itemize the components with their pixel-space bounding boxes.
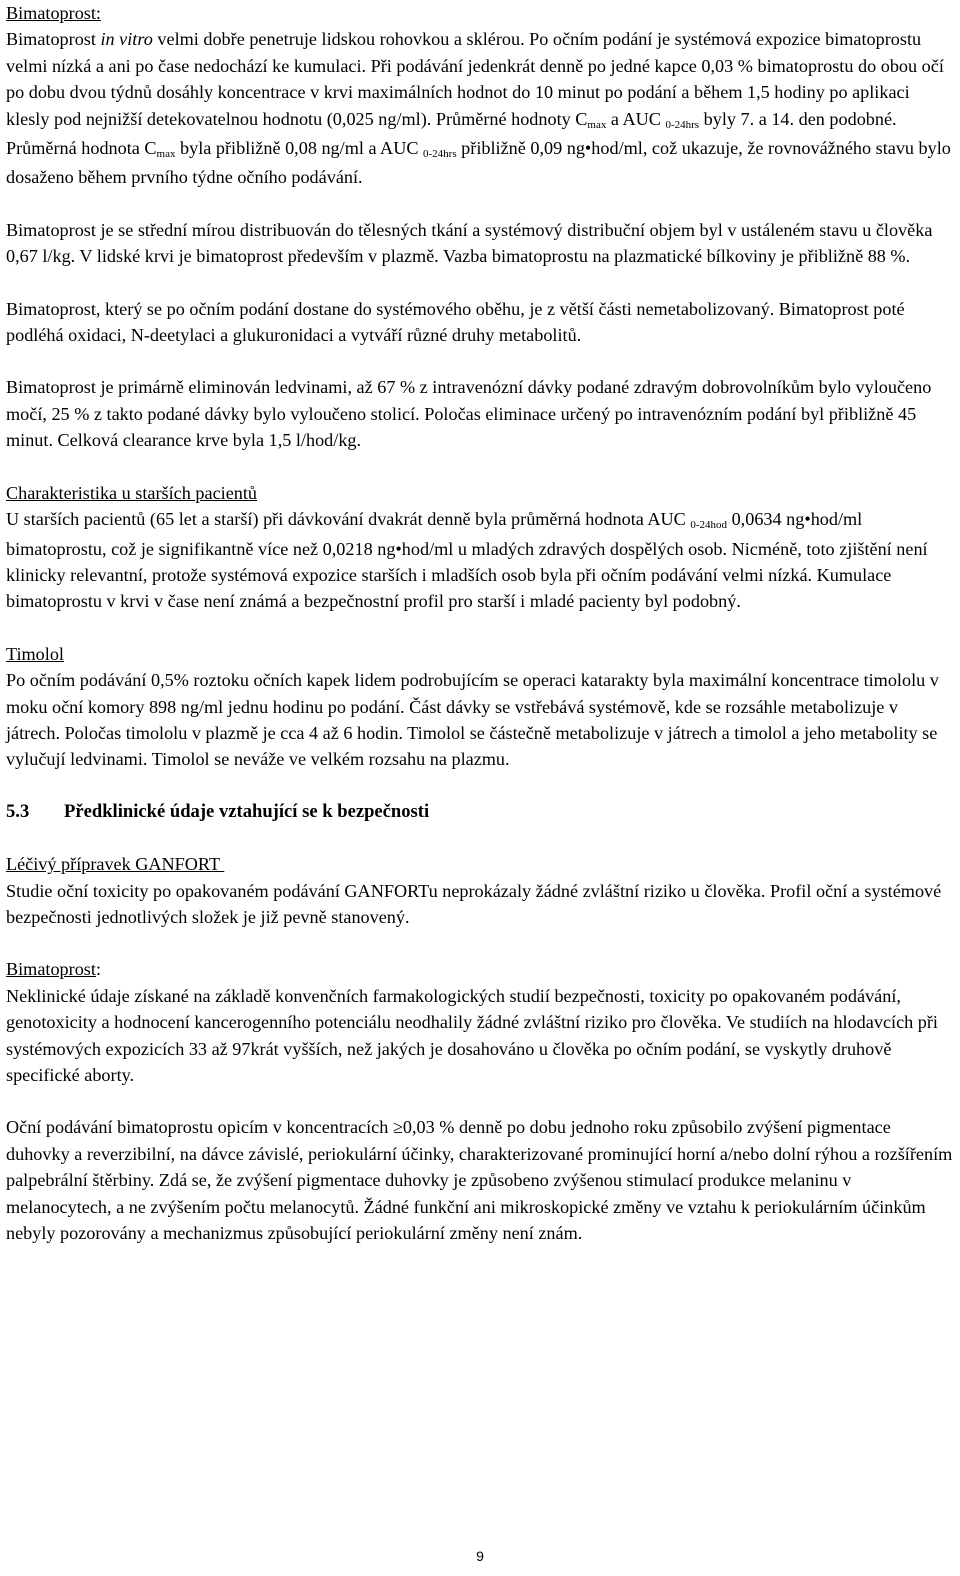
bimatoprost-pk-heading [6,0,954,26]
text-run: a AUC [606,108,666,129]
text-run: U starších pacientů (65 let a starší) při dávkování dvakrát denně byla průměrná hodnota AUC [6,509,691,530]
section-title: Předklinické údaje vztahující se k bezpečnosti [64,800,430,822]
auc-subscript: 0-24hrs [665,118,700,131]
text-run: přibližně 0,09 ng•hod/ml, což ukazuje, že rovnovážného stavu bylo dosaženo během prvního týdne očního podávání. [6,138,951,188]
page-number: 9 [476,1548,484,1564]
auc-subscript: 0-24hrs [423,148,457,161]
bimatoprost-tox-heading-text: Bimatoprost [6,959,96,980]
section-number: 5.3 [6,800,30,822]
text-run: velmi dobře penetruje lidskou rohovkou a sklérou. Po očním podání je systémová expozice bimatoprostu velmi nízká a ani po čase nedochází ke kumulaci. Při podávání jedenkrát denně po jedné kapce 0,03 % bimatoprostu do obou očí po dobu dvou týdnů dosáhly koncentrace v krvi maximálních hodnot do 10 minut po podání a během 1,5 hodiny po aplikaci klesly pod nejnižší detekovatelnou hodnotu (0,025 ng/ml). Průměrné hodnoty C [6,29,944,129]
text-run: byla přibližně 0,08 ng/ml a AUC [175,138,424,159]
paragraph-gap [6,454,954,480]
timolol-heading-text: Timolol [6,643,64,664]
elderly-heading [6,480,954,506]
paragraph-gap [6,825,954,851]
timolol-paragraph: Po očním podávání 0,5% roztoku očních kapek lidem podrobujícím se operaci katarakty byla maximální koncentrace timololu v moku oční komory 898 ng/ml jednu hodinu po podání. Část dávky se vstřebává systémově, kde se rozsáhle metabolizuje v játrech. Poločas timololu v plazmě je cca 4 až 6 hodin. Timolol se částečně metabolizuje v játrech a timolol a jeho metabolity se vylučují ledvinami. Timolol se neváže ve velkém rozsahu na plazmu. [6,670,939,770]
ganfort-heading-text: Léčivý přípravek GANFORT [6,854,225,875]
bimatoprost-distribution-paragraph: Bimatoprost je se střední mírou distribuován do tělesných tkání a systémový distribuční objem byl v ustáleném stavu u člověka 0,67 l/kg. V lidské krvi je bimatoprost především v plazmě. Vazba bimatoprostu na plazmatické bílkoviny je přibližně 88 %. [6,219,933,267]
paragraph-gap [6,773,954,799]
elderly-paragraph [6,506,954,615]
paragraph-gap [6,348,954,374]
ganfort-paragraph: Studie oční toxicity po opakovaném podávání GANFORTu neprokázaly žádné zvláštní riziko u člověka. Profil oční a systémové bezpečnosti jednotlivých složek je již pevně stanovený. [6,880,942,927]
in-vitro-italic: in vitro [100,29,153,50]
bimatoprost-pk-heading-text: Bimatoprost: [6,3,101,23]
text-run: byly 7. a 14. den podobné. Průměrná hodnota C [6,108,897,159]
paragraph-gap [6,615,954,641]
section-heading-5-3 [6,799,954,825]
paragraph-gap [6,270,954,296]
cmax-subscript: max [156,148,176,161]
timolol-heading [6,641,954,667]
paragraph-gap [6,1088,954,1114]
paragraph-gap [6,930,954,956]
bimatoprost-monkey-paragraph: Oční podávání bimatoprostu opicím v koncentracích ≥0,03 % denně po dobu jednoho roku způsobilo zvýšení pigmentace duhovky a reverzibilní, na dávce závislé, periokulární účinky, charakterizované prominující horní a/nebo dolní rýhou a rozšířením palpebrální štěrbiny. Zdá se, že zvýšení pigmentace duhovky je způsobeno zvýšenou stimulací produkce melaninu v melanocytech, a ne zvýšením počtu melanocytů. Žádné funkční ani mikroskopické změny ve vztahu k periokulárním účinkům nebyly pozorovány a mechanizmus způsobující periokulární změny není znám. [6,1117,953,1244]
text-run: 0,0634 ng•hod/ml bimatoprostu, což je signifikantně více než 0,0218 ng•hod/ml u mladých zdravých dospělých osob. Nicméně, toto zjištění není klinicky relevantní, protože systémová expozice starších i mladších osob byla při očním podávání velmi nízká. Kumulace bimatoprostu v krvi v čase není známá a bezpečnostní profil pro starší i mladé pacienty byl podobný. [6,509,928,612]
elderly-heading-text: Charakteristika u starších pacientů [6,482,258,503]
auc-subscript: 0-24hod [690,519,728,532]
paragraph-gap [6,191,954,217]
bimatoprost-absorption-paragraph [6,26,954,190]
bimatoprost-tox-heading [6,956,954,982]
bimatoprost-elimination-paragraph: Bimatoprost je primárně eliminován ledvinami, až 67 % z intravenózní dávky podané zdravým dobrovolníkům bylo vyloučeno močí, 25 % z takto podané dávky bylo vyloučeno stolicí. Poločas eliminace určený po intravenózním podání byl přibližně 45 minut. Celková clearance krve byla 1,5 l/hod/kg. [6,377,932,451]
text-run: Bimatoprost [6,29,101,50]
bimatoprost-nonclinical-paragraph: Neklinické údaje získané na základě konvenčních farmakologických studií bezpečnosti, toxicity po opakovaném podávání, genotoxicity a hodnocení kancerogenního potenciálu neodhalily žádné zvláštní riziko pro člověka. Ve studiích na hlodavcích při systémových expozicích 33 až 97krát vyšších, než jakých je dosahováno u člověka po očním podání, se vyskytly druhově specifické aborty. [6,985,938,1085]
cmax-subscript: max [587,118,607,131]
ganfort-heading [6,851,954,877]
bimatoprost-metabolism-paragraph: Bimatoprost, který se po očním podání dostane do systémového oběhu, je z větší části nemetabolizovaný. Bimatoprost poté podléhá oxidaci, N-deetylaci a glukuronidaci a vytváří různé druhy metabolitů. [6,298,905,346]
document-page [6,0,954,1246]
heading-colon: : [95,959,101,980]
